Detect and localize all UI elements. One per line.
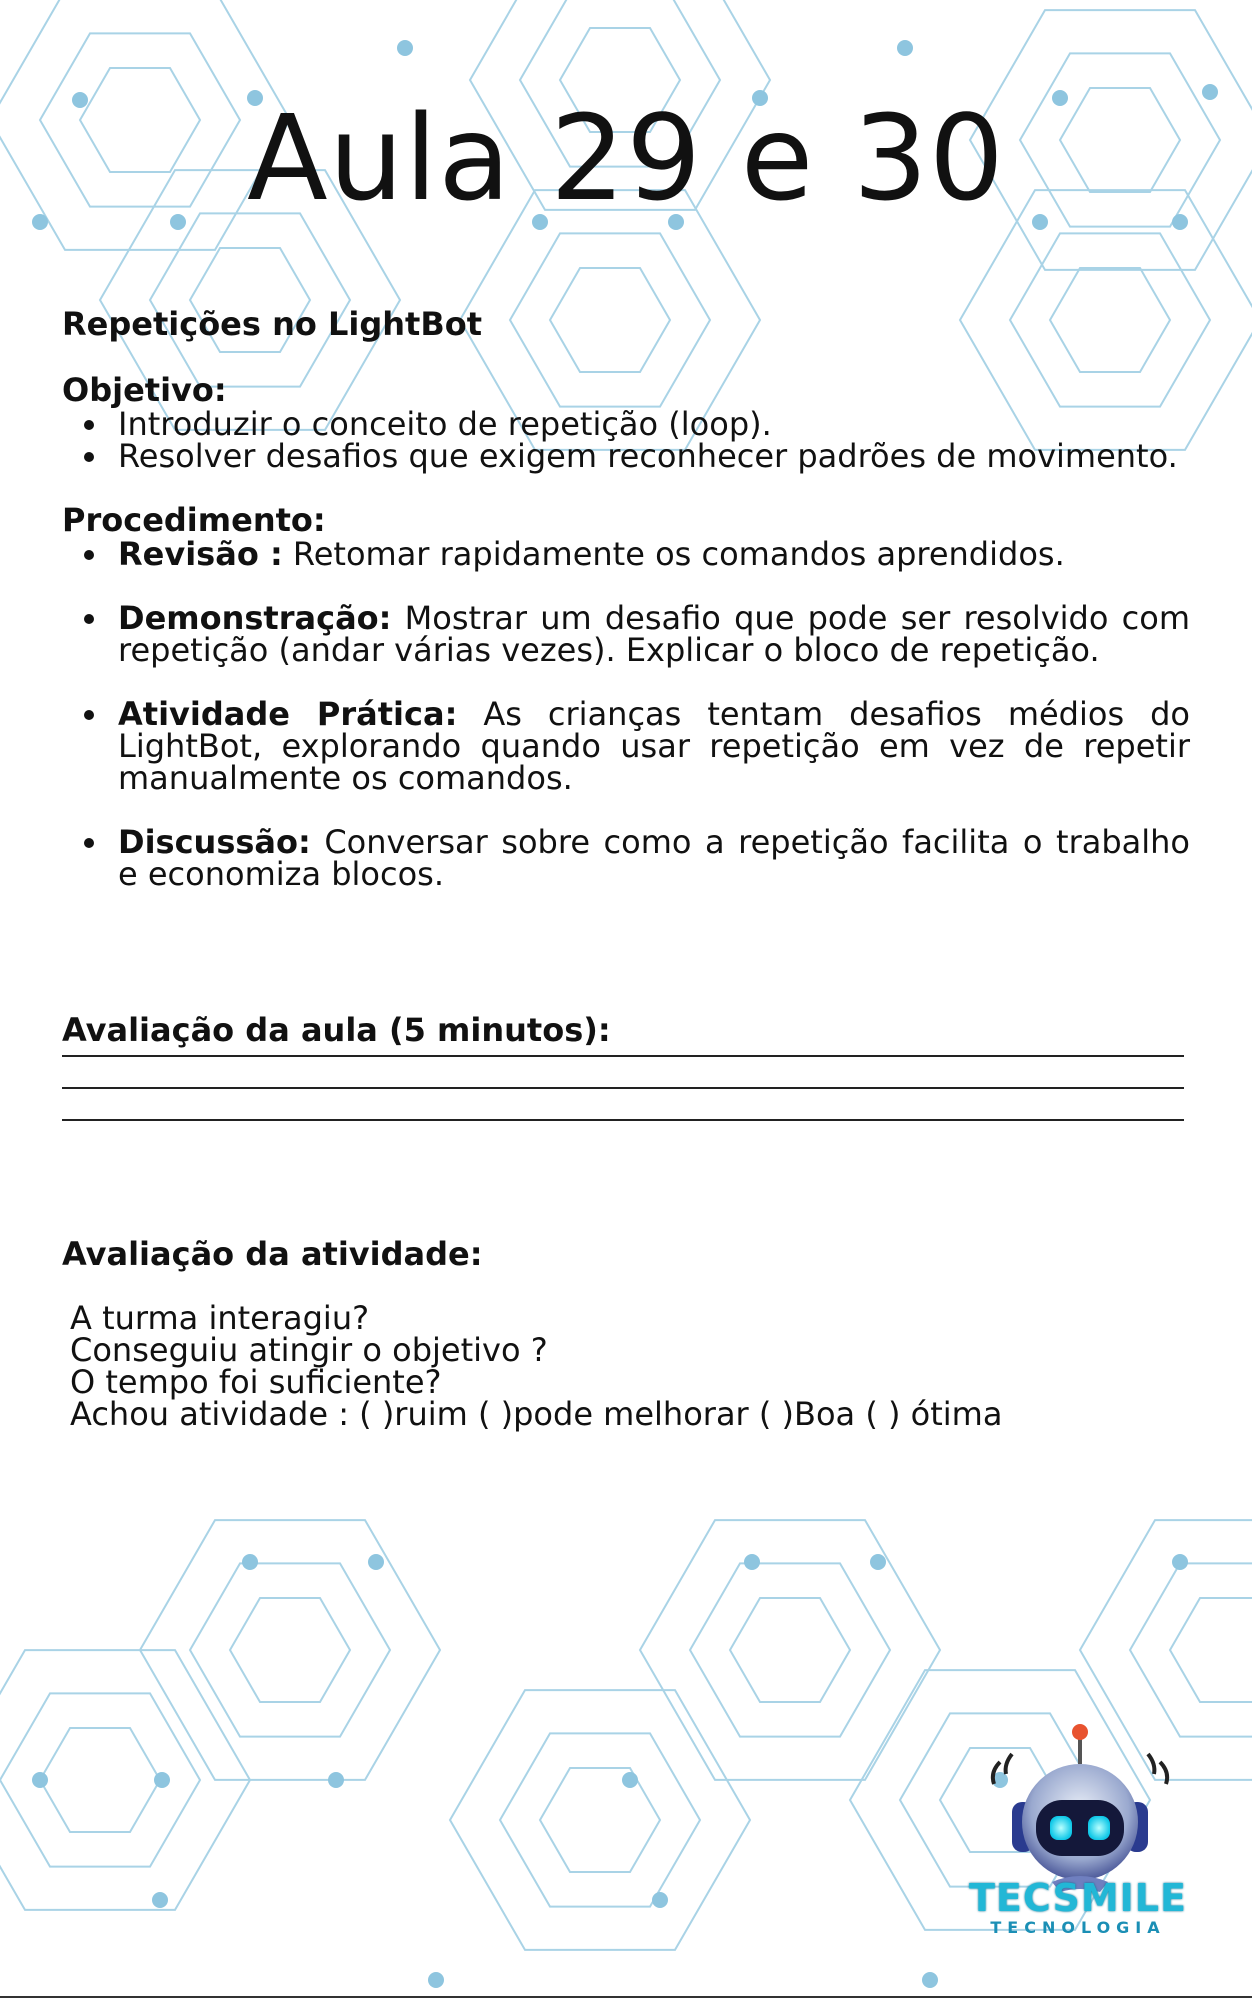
bottom-divider <box>0 1996 1252 1998</box>
brand-tagline: TECNOLOGIA <box>990 1918 1166 1937</box>
objetivo-list <box>62 405 1190 475</box>
question-item: Conseguiu atingir o objetivo ? <box>70 1331 548 1369</box>
list-item: Demonstração: Mostrar um desafio que pode ser resolvido com repetição (andar várias vezes). Explicar o bloco de repetição. <box>118 602 1190 666</box>
page-title: Aula 29 e 30 <box>246 89 1006 227</box>
bullet-icon <box>84 550 94 560</box>
writing-lines[interactable] <box>62 1055 1184 1151</box>
writing-line[interactable] <box>62 1087 1184 1089</box>
list-item: Resolver desafios que exigem reconhecer padrões de movimento. <box>118 440 1190 472</box>
lesson-subtitle: Repetições no LightBot <box>62 305 482 343</box>
procedimento-list <box>62 535 1191 893</box>
bullet-icon <box>84 614 94 624</box>
list-item: Atividade Prática: As crianças tentam desafios médios do LightBot, explorando quando usar repetição em vez de repetir manualmente os comandos. <box>118 698 1190 794</box>
evaluation-questions <box>70 1299 1003 1433</box>
procedimento-section <box>62 502 1190 922</box>
bullet-icon <box>84 710 94 720</box>
bullet-icon <box>84 452 94 462</box>
objetivo-heading: Objetivo: <box>62 371 227 409</box>
procedimento-heading: Procedimento: <box>62 501 326 539</box>
writing-line[interactable] <box>62 1055 1184 1057</box>
avaliacao-aula-heading: Avaliação da aula (5 minutos): <box>62 1011 611 1049</box>
list-item: Discussão: Conversar sobre como a repetição facilita o trabalho e economiza blocos. <box>118 826 1190 890</box>
list-item: Revisão : Retomar rapidamente os comandos aprendidos. <box>118 538 1190 570</box>
question-item: A turma interagiu? <box>70 1299 370 1337</box>
avaliacao-atividade-heading: Avaliação da atividade: <box>62 1235 483 1273</box>
list-item: Introduzir o conceito de repetição (loop). <box>118 408 1190 440</box>
bullet-icon <box>84 838 94 848</box>
question-item: O tempo foi suficiente? <box>70 1363 442 1401</box>
objetivo-section <box>62 371 1190 475</box>
question-item: Achou atividade : ( )ruim ( )pode melhorar ( )Boa ( ) ótima <box>70 1395 1003 1433</box>
brand-name: TECSMILE <box>969 1876 1187 1920</box>
writing-line[interactable] <box>62 1119 1184 1121</box>
bullet-icon <box>84 420 94 430</box>
